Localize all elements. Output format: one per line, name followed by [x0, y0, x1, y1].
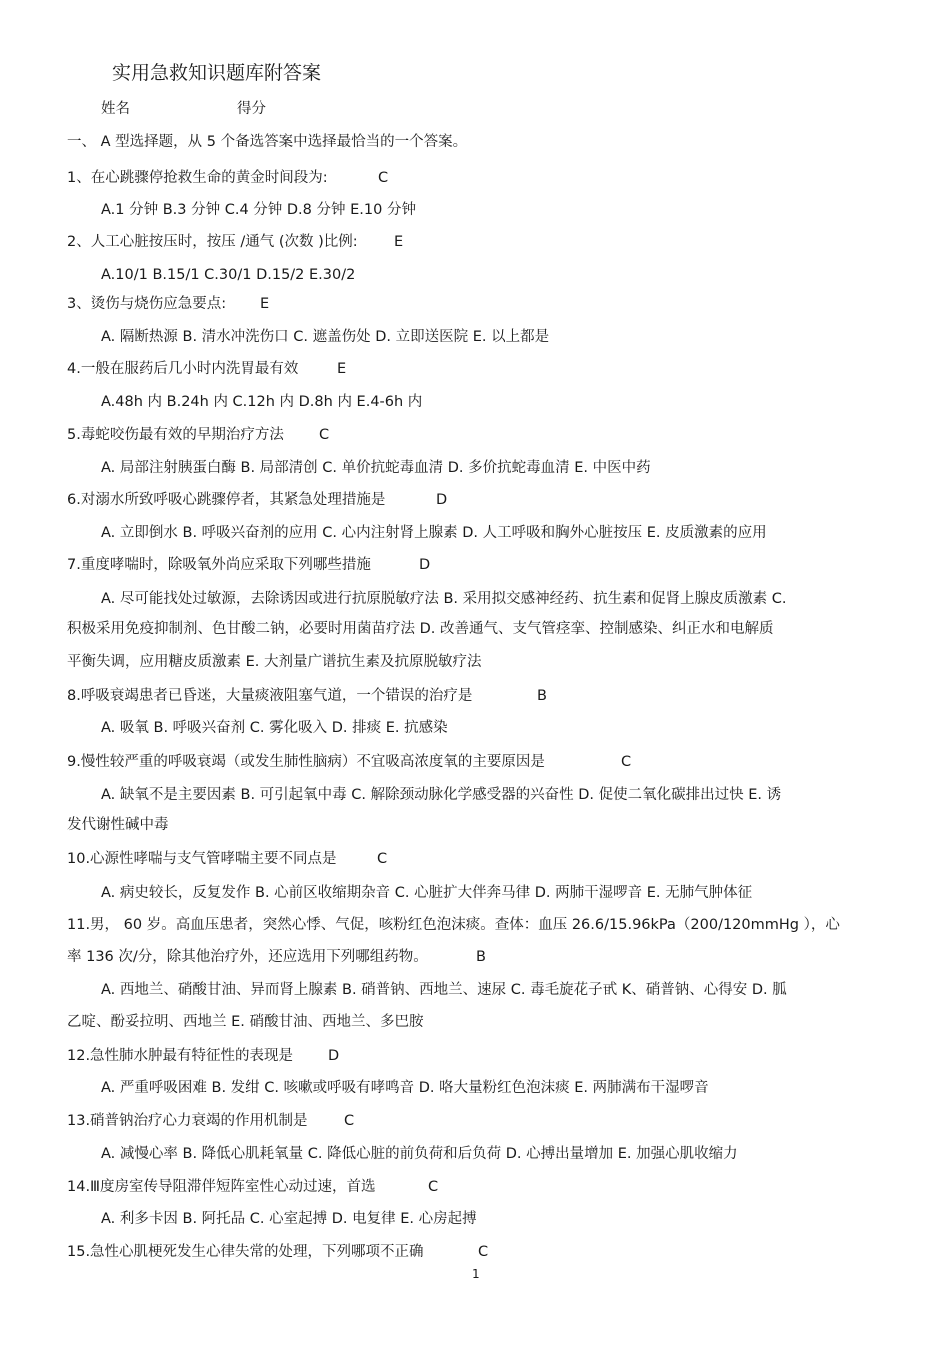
question-options: A. 严重呼吸困难 B. 发绀 C. 咳嗽或呼吸有哮鸣音 D. 咯大量粉红色泡沫痰 E. 两肺满布干湿啰音 — [101, 1080, 709, 1096]
answer-key: C — [378, 170, 389, 186]
question-stem: 11.男， 60 岁。高血压患者，突然心悸、气促，咳粉红色泡沫痰。查体：血压 26.6/15.96kPa（200/120mmHg ），心 — [67, 917, 840, 933]
question-stem: 2、人工心脏按压时，按压 /通气 (次数 )比例: — [67, 234, 358, 250]
question-options: A. 立即倒水 B. 呼吸兴奋剂的应用 C. 心内注射肾上腺素 D. 人工呼吸和胸外心脏按压 E. 皮质激素的应用 — [101, 525, 767, 541]
question-options: A. 病史较长，反复发作 B. 心前区收缩期杂音 C. 心脏扩大伴奔马律 D. 两肺干湿啰音 E. 无肺气肿体征 — [101, 885, 753, 901]
name-label: 姓名 — [101, 101, 130, 117]
answer-key: D — [436, 492, 448, 508]
question-stem: 7.重度哮喘时，除吸氧外尚应采取下列哪些措施 — [67, 557, 371, 573]
question-options: A. 缺氧不是主要因素 B. 可引起氧中毒 C. 解除颈动脉化学感受器的兴奋性 D. 促使二氧化碳排出过快 E. 诱 — [101, 787, 782, 803]
question-options: 积极采用免疫抑制剂、色甘酸二钠，必要时用菌苗疗法 D. 改善通气、支气管痉挛、控制感染、纠正水和电解质 — [67, 621, 774, 637]
answer-key: C — [377, 851, 388, 867]
answer-key: C — [428, 1179, 439, 1195]
question-stem: 9.慢性较严重的呼吸衰竭（或发生肺性脑病）不宜吸高浓度氧的主要原因是 — [67, 754, 545, 770]
answer-key: C — [319, 427, 330, 443]
question-options: 发代谢性碱中毒 — [67, 817, 169, 833]
question-stem: 1、在心跳骤停抢救生命的黄金时间段为: — [67, 170, 328, 186]
section-heading: 一、 A 型选择题，从 5 个备选答案中选择最恰当的一个答案。 — [67, 134, 468, 150]
answer-key: E — [337, 361, 347, 377]
question-stem: 14.Ⅲ度房室传导阻滞伴短阵室性心动过速，首选 — [67, 1179, 376, 1195]
score-label: 得分 — [237, 101, 266, 117]
question-stem: 4.一般在服药后几小时内洗胃最有效 — [67, 361, 299, 377]
question-stem: 8.呼吸衰竭患者已昏迷，大量痰液阻塞气道，一个错误的治疗是 — [67, 688, 473, 704]
answer-key: B — [476, 949, 486, 965]
question-stem: 5.毒蛇咬伤最有效的早期治疗方法 — [67, 427, 284, 443]
question-stem: 10.心源性哮喘与支气管哮喘主要不同点是 — [67, 851, 337, 867]
answer-key: C — [344, 1113, 355, 1129]
answer-key: D — [419, 557, 431, 573]
question-options: A. 局部注射胰蛋白酶 B. 局部清创 C. 单价抗蛇毒血清 D. 多价抗蛇毒血清 E. 中医中药 — [101, 460, 651, 476]
question-options: 乙啶、酚妥拉明、西地兰 E. 硝酸甘油、西地兰、多巴胺 — [67, 1014, 424, 1030]
question-options: A.1 分钟 B.3 分钟 C.4 分钟 D.8 分钟 E.10 分钟 — [101, 202, 416, 218]
question-stem: 12.急性肺水肿最有特征性的表现是 — [67, 1048, 294, 1064]
question-stem: 3、烫伤与烧伤应急要点: — [67, 296, 227, 312]
answer-key: B — [537, 688, 547, 704]
answer-key: C — [621, 754, 632, 770]
answer-key: E — [394, 234, 404, 250]
answer-key: C — [478, 1244, 489, 1260]
question-stem: 6.对溺水所致呼吸心跳骤停者，其紧急处理措施是 — [67, 492, 386, 508]
question-stem-continued: 率 136 次/分，除其他治疗外，还应选用下列哪组药物。 — [67, 949, 428, 965]
question-options: A. 西地兰、硝酸甘油、异而肾上腺素 B. 硝普钠、西地兰、速尿 C. 毒毛旋花子甙 K、硝普钠、心得安 D. 胍 — [101, 982, 787, 998]
question-options: A. 减慢心率 B. 降低心肌耗氧量 C. 降低心脏的前负荷和后负荷 D. 心搏出量增加 E. 加强心肌收缩力 — [101, 1146, 738, 1162]
page-number: 1 — [472, 1267, 480, 1281]
question-options: A. 尽可能找处过敏源，去除诱因或进行抗原脱敏疗法 B. 采用拟交感神经药、抗生素和促肾上腺皮质激素 C. — [101, 591, 787, 607]
question-options: A. 利多卡因 B. 阿托品 C. 心室起搏 D. 电复律 E. 心房起搏 — [101, 1211, 477, 1227]
question-stem: 15.急性心肌梗死发生心律失常的处理，下列哪项不正确 — [67, 1244, 424, 1260]
answer-key: D — [328, 1048, 340, 1064]
question-options: A.48h 内 B.24h 内 C.12h 内 D.8h 内 E.4-6h 内 — [101, 394, 423, 410]
question-options: 平衡失调，应用糖皮质激素 E. 大剂量广谱抗生素及抗原脱敏疗法 — [67, 654, 482, 670]
question-options: A. 隔断热源 B. 清水冲洗伤口 C. 遮盖伤处 D. 立即送医院 E. 以上都是 — [101, 329, 550, 345]
question-stem: 13.硝普钠治疗心力衰竭的作用机制是 — [67, 1113, 308, 1129]
page-title: 实用急救知识题库附答案 — [112, 62, 322, 84]
question-options: A.10/1 B.15/1 C.30/1 D.15/2 E.30/2 — [101, 267, 356, 283]
question-options: A. 吸氧 B. 呼吸兴奋剂 C. 雾化吸入 D. 排痰 E. 抗感染 — [101, 720, 448, 736]
answer-key: E — [260, 296, 270, 312]
